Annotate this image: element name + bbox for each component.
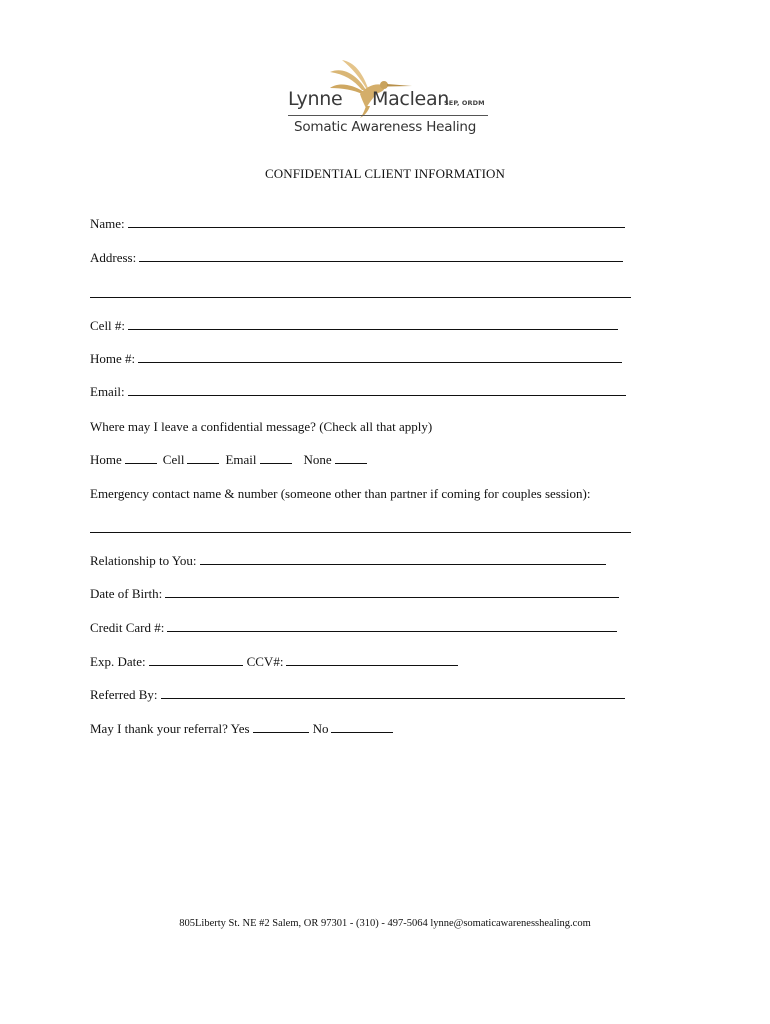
page-title: CONFIDENTIAL CLIENT INFORMATION [265, 166, 505, 181]
ccv-field[interactable] [286, 654, 458, 666]
referred-by-label: Referred By: [90, 687, 158, 702]
relationship-label: Relationship to You: [90, 553, 197, 568]
cell-field[interactable] [128, 318, 618, 330]
email-row [90, 384, 626, 400]
logo-divider [288, 115, 488, 116]
option-cell-check[interactable] [187, 452, 219, 464]
credit-card-field[interactable] [167, 620, 617, 632]
message-options-row [90, 452, 367, 468]
logo-first-name: Lynne [288, 88, 343, 110]
message-question: Where may I leave a confidential message? (Check all that apply) [90, 419, 433, 434]
emergency-field[interactable] [90, 532, 631, 533]
referred-by-field[interactable] [161, 687, 625, 699]
logo-credentials: SEP, ORDM [444, 99, 485, 107]
referred-by-row [90, 687, 625, 703]
credit-card-label: Credit Card #: [90, 620, 165, 635]
home-field[interactable] [138, 351, 622, 363]
dob-field[interactable] [165, 586, 619, 598]
dob-label: Date of Birth: [90, 586, 163, 601]
exp-date-label: Exp. Date: [90, 654, 146, 669]
exp-ccv-row [90, 654, 458, 670]
address-label: Address: [90, 250, 137, 265]
logo-last-name: Maclean [372, 88, 450, 110]
name-row [90, 216, 625, 232]
credit-card-row [90, 620, 617, 636]
relationship-field[interactable] [200, 553, 606, 565]
ccv-label: CCV#: [246, 654, 284, 669]
option-home-label: Home [90, 452, 122, 467]
address-row [90, 250, 623, 266]
option-email-check[interactable] [260, 452, 292, 464]
dob-row [90, 586, 619, 602]
address-field[interactable] [139, 250, 623, 262]
exp-date-field[interactable] [149, 654, 243, 666]
option-cell-label: Cell [162, 452, 185, 467]
option-home-check[interactable] [125, 452, 157, 464]
logo [288, 58, 498, 142]
thank-referral-yes-field[interactable] [253, 721, 309, 733]
cell-row [90, 318, 618, 334]
thank-referral-no-field[interactable] [331, 721, 393, 733]
name-label: Name: [90, 216, 125, 231]
name-field[interactable] [128, 216, 625, 228]
thank-referral-no-label: No [312, 721, 329, 736]
thank-referral-row [90, 721, 393, 737]
option-none-check[interactable] [335, 452, 367, 464]
option-none-label: None [303, 452, 332, 467]
emergency-row [90, 486, 590, 502]
message-question-row [90, 419, 432, 435]
home-row [90, 351, 622, 367]
thank-referral-label: May I thank your referral? Yes [90, 721, 250, 736]
relationship-row [90, 553, 606, 569]
logo-tagline: Somatic Awareness Healing [294, 119, 477, 135]
email-label: Email: [90, 384, 125, 399]
option-email-label: Email [225, 452, 257, 467]
email-field[interactable] [128, 384, 626, 396]
footer-contact: 805Liberty St. NE #2 Salem, OR 97301 - (310) - 497-5064 lynne@somaticawarenesshealing.com [179, 918, 591, 929]
emergency-label: Emergency contact name & number (someone other than partner if coming for couples session): [90, 486, 591, 501]
cell-label: Cell #: [90, 318, 126, 333]
address-line-2-field[interactable] [90, 297, 631, 298]
home-label: Home #: [90, 351, 136, 366]
